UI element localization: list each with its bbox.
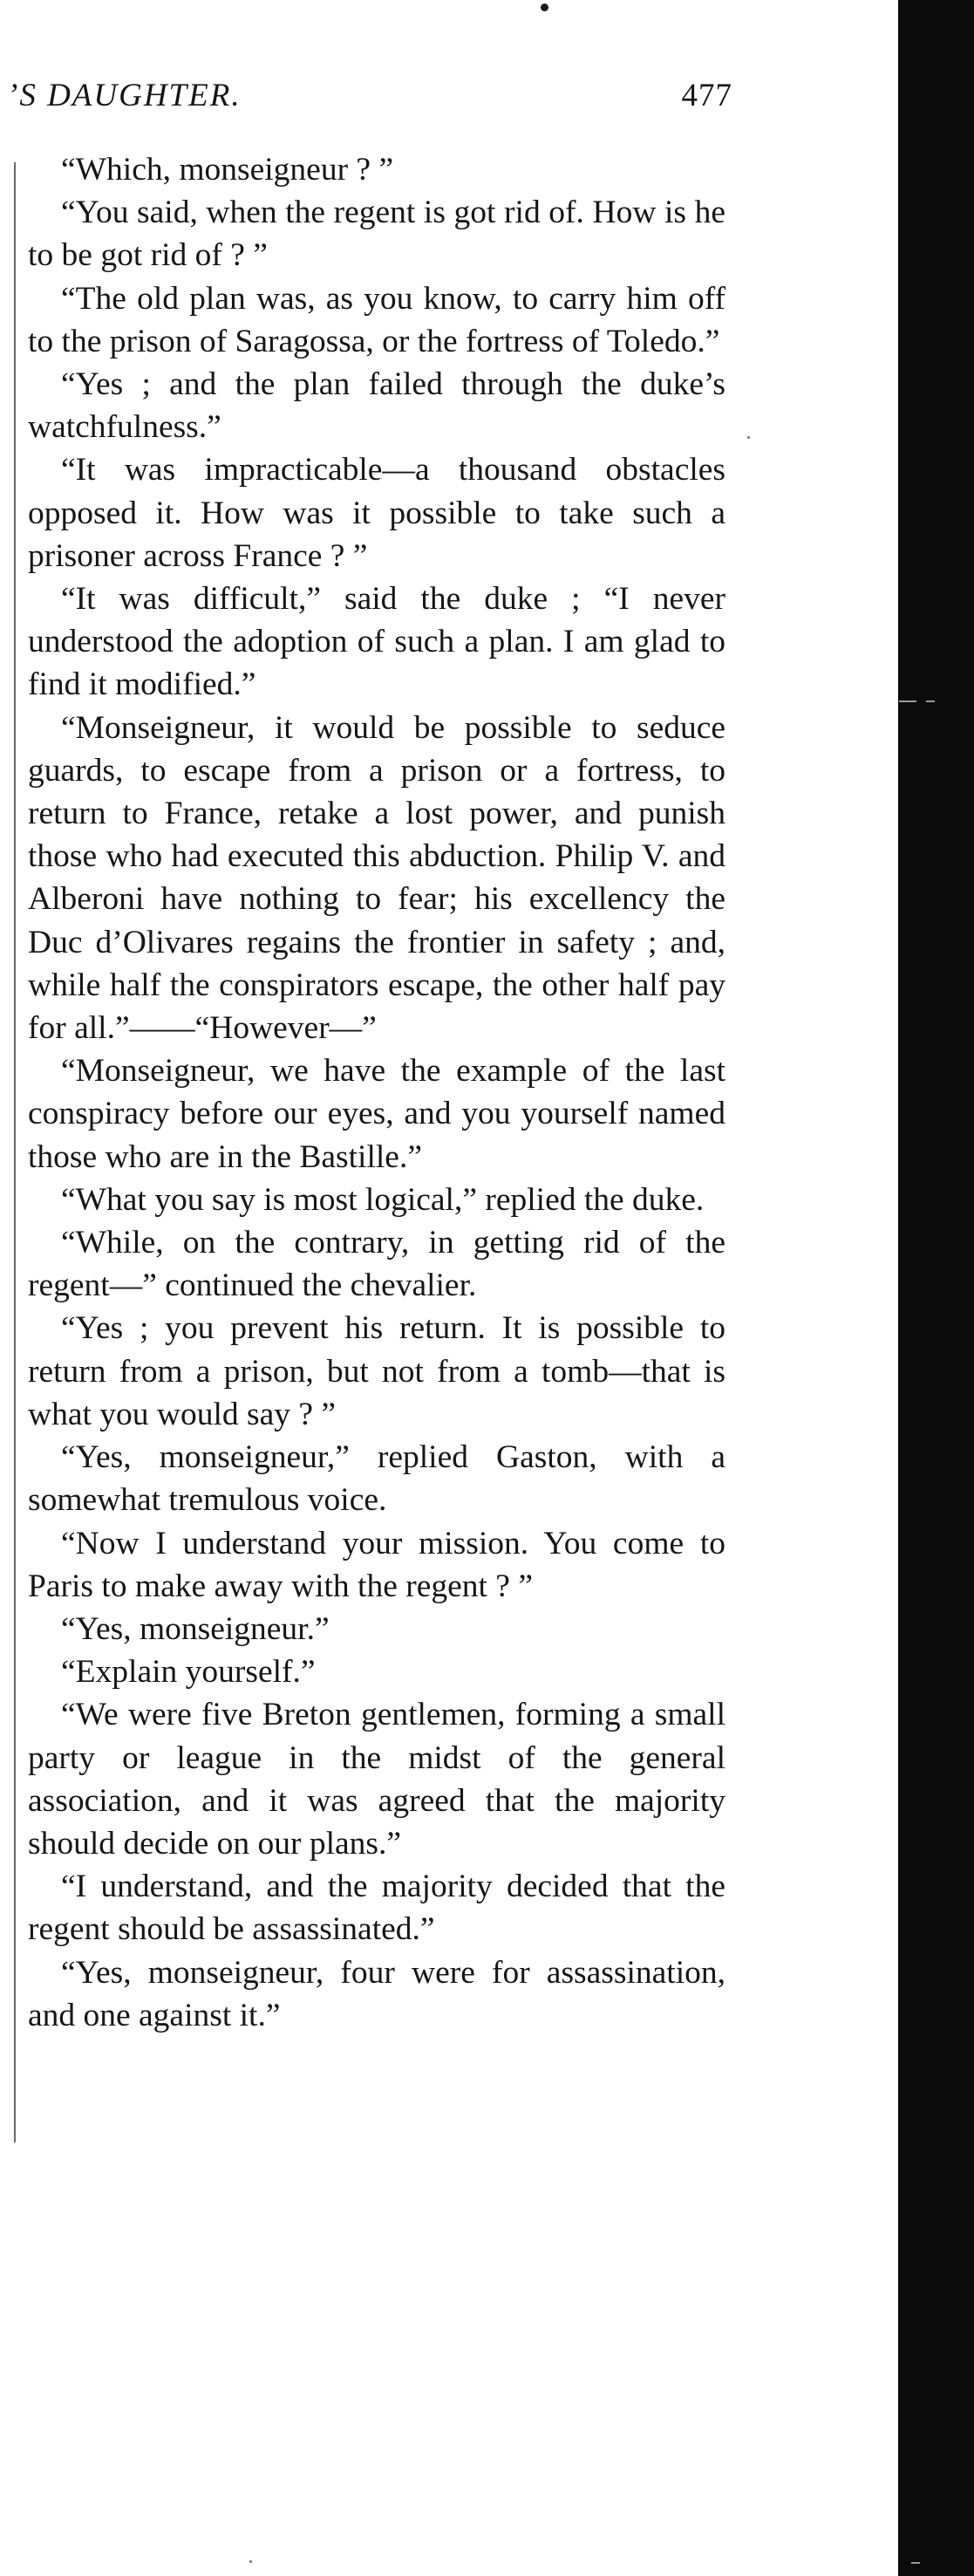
paragraph: “While, on the contrary, in getting rid of the regent—” continued the chevalier. <box>28 1225 725 1304</box>
paper-speck <box>747 436 750 439</box>
paragraph: “I understand, and the majority decided that the regent should be assassinated.” <box>28 1869 725 1948</box>
paper-speck <box>249 2560 252 2563</box>
paragraph: “Yes, monseigneur,” replied Gaston, with a somewhat tremulous voice. <box>28 1439 725 1519</box>
page-header <box>7 72 732 120</box>
scan-edge-shadow <box>898 0 974 2576</box>
paragraph: “Yes, monseigneur, four were for assassination, and one against it.” <box>28 1954 725 2033</box>
paragraph: “Yes, monseigneur.” <box>61 1610 330 1647</box>
paragraph: “Explain yourself.” <box>61 1654 316 1691</box>
paragraph: “Now I understand your mission. You come to Paris to make away with the regent ? ” <box>28 1525 725 1604</box>
body-text <box>28 148 725 2037</box>
edge-mark <box>899 700 916 702</box>
edge-mark <box>911 2562 920 2564</box>
paragraph: “We were five Breton gentlemen, forming a small party or league in the midst of the general association, and it was agreed that the majority should decide on our plans.” <box>28 1697 725 1862</box>
page-number: 477 <box>681 78 732 113</box>
paragraph: “What you say is most logical,” replied the duke. <box>61 1181 705 1218</box>
paragraph: “The old plan was, as you know, to carry him off to the prison of Saragossa, or the fortress of Toledo.” <box>28 280 725 359</box>
running-head: ’S DAUGHTER. <box>7 78 242 113</box>
paragraph: “It was impracticable—a thousand obstacles opposed it. How was it possible to take such a prisoner across France ? ” <box>28 452 725 574</box>
paragraph: “Yes ; and the plan failed through the duke’s watchfulness.” <box>28 366 725 446</box>
paragraph: “Yes ; you prevent his return. It is possible to return from a prison, but not from a tomb—that is what you would say ? ” <box>28 1310 725 1432</box>
paragraph: “Which, monseigneur ? ” <box>61 152 394 188</box>
edge-mark <box>926 700 935 702</box>
paragraph: “Monseigneur, we have the example of the last conspiracy before our eyes, and you yourself named those who are in the Bastille.” <box>28 1053 725 1175</box>
left-margin-rule <box>14 162 16 2142</box>
paragraph: “Monseigneur, it would be possible to seduce guards, to escape from a prison or a fortress, to return to France, retake a lost power, and punish those who had executed this abduction. Philip V. and Alberoni have nothing to fear; his excellency the Duc d’Olivares regains the frontier in safety ; and, while half the conspirators escape, the other half pay for all.”——“However—” <box>28 709 725 1047</box>
paragraph: “It was difficult,” said the duke ; “I never understood the adoption of such a plan. I am glad to find it modified.” <box>28 581 725 703</box>
ink-dot <box>541 3 548 11</box>
paragraph: “You said, when the regent is got rid of. How is he to be got rid of ? ” <box>28 195 725 274</box>
